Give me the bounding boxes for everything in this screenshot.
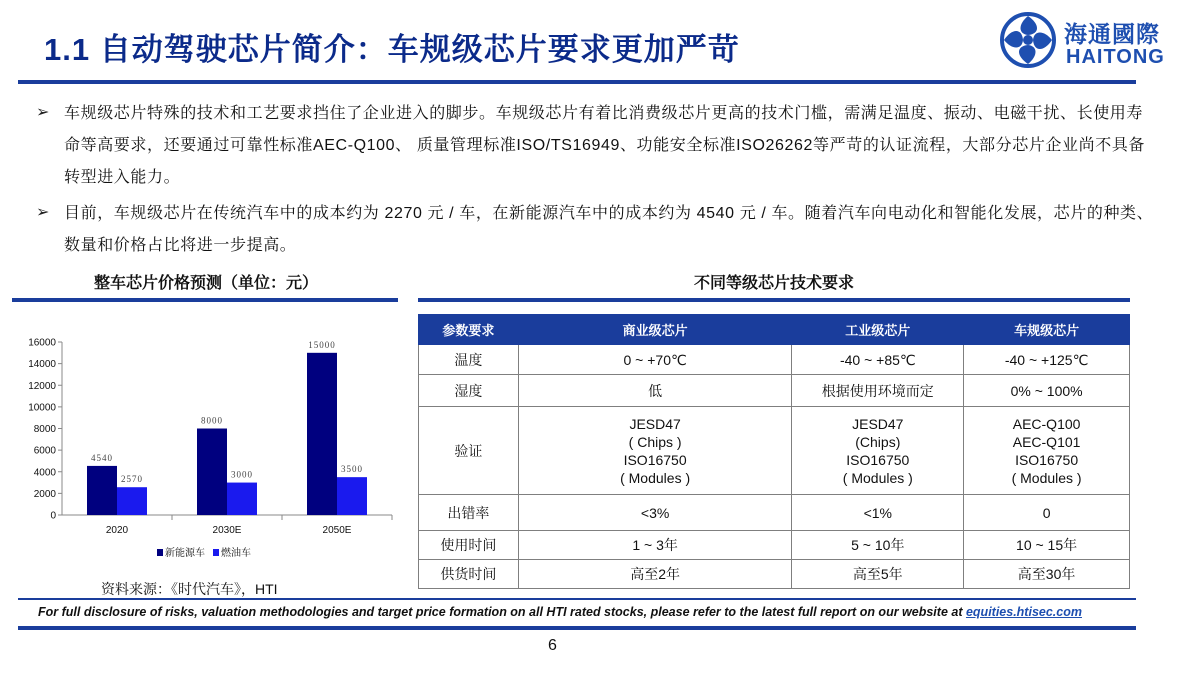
table-cell: 出错率: [419, 495, 519, 531]
header-industrial: 工业级芯片: [792, 315, 964, 345]
table-cell: 高至2年: [518, 560, 792, 589]
data-label: 3000: [231, 469, 253, 480]
table-cell: [518, 407, 792, 495]
chart-source: 资料来源：《时代汽车》，HTI: [101, 581, 278, 597]
table-row-supply: [419, 560, 1130, 589]
table-header-row: [419, 315, 1130, 345]
title-divider: [18, 80, 1136, 84]
table-cell: 0: [964, 495, 1130, 531]
x-tick-label: 2030E: [212, 525, 242, 536]
cell-line: JESD47: [629, 415, 681, 432]
cell-line: ( Chips ): [628, 433, 682, 450]
cell-line: JESD47: [852, 415, 904, 432]
table-cell: [964, 407, 1130, 495]
cell-line: AEC-Q100: [1012, 415, 1081, 432]
price-forecast-chart: [12, 306, 398, 572]
y-tick-label: 14000: [28, 359, 56, 371]
bullet-item: [36, 198, 1156, 262]
y-tick-label: 16000: [28, 337, 56, 349]
table-cell: 高至30年: [964, 560, 1130, 589]
table-row-humidity: [419, 375, 1130, 407]
legend-swatch: [157, 549, 163, 556]
bar-nev: [197, 429, 227, 516]
data-label: 8000: [201, 415, 223, 426]
table-cell: 5 ~ 10年: [792, 531, 964, 560]
chart-divider: [12, 298, 398, 302]
x-tick-label: 2050E: [322, 525, 352, 536]
bullet-item: [36, 98, 1156, 194]
disclosure-divider: [18, 598, 1136, 600]
data-label: 2570: [121, 474, 143, 485]
legend-label: 燃油车: [221, 548, 251, 559]
cell-line: ISO16750: [846, 451, 910, 468]
table-cell: 验证: [419, 407, 519, 495]
table-cell: 高至5年: [792, 560, 964, 589]
legend-swatch: [213, 549, 219, 556]
bullet-text: 车规级芯片特殊的技术和工艺要求挡住了企业进入的脚步。车规级芯片有着比消费级芯片更高的技术门槛，需满足温度、振动、电磁干扰、长使用寿命等高要求，还要通过可靠性标准AEC-Q100、 质量管理标准ISO/TS16949、功能安全标准ISO26262等严苛的认证流程，大部分芯片企业尚不具备转型进入能力。: [64, 105, 1146, 186]
chart-title: 整车芯片价格预测（单位：元）: [93, 275, 318, 292]
legend-label: 新能源车: [165, 548, 205, 559]
cell-line: ISO16750: [623, 451, 687, 468]
footer-divider: [18, 626, 1136, 630]
table-cell: [792, 407, 964, 495]
table-cell: 1 ~ 3年: [518, 531, 792, 560]
y-tick-label: 8000: [33, 424, 56, 435]
haitong-logo-icon: [1000, 12, 1056, 68]
bar-nev: [307, 353, 337, 515]
table-cell: 10 ~ 15年: [964, 531, 1130, 560]
header-parameter: 参数要求: [419, 315, 519, 345]
table-row-error-rate: [419, 495, 1130, 531]
y-tick-label: 12000: [28, 380, 56, 392]
cell-line: ISO16750: [1015, 451, 1079, 468]
table-cell: 0 ~ +70℃: [518, 345, 792, 375]
cell-line: ( Modules ): [620, 469, 691, 486]
table-cell: 温度: [419, 345, 519, 375]
y-tick-label: 2000: [33, 488, 56, 500]
website-link[interactable]: equities.htisec.com: [965, 605, 1082, 619]
y-tick-label: 0: [50, 510, 56, 522]
cell-line: (Chips): [855, 433, 901, 450]
cell-line: AEC-Q101: [1012, 433, 1081, 450]
bullet-list: [36, 98, 1156, 266]
table-title: 不同等级芯片技术要求: [693, 275, 854, 292]
y-tick-label: 6000: [33, 445, 56, 457]
page-title: 1.1 自动驾驶芯片简介：车规级芯片要求更加严苛: [44, 32, 740, 67]
y-tick-label: 4000: [33, 467, 56, 479]
table-row-verification: [419, 407, 1130, 495]
table-cell: 0% ~ 100%: [964, 375, 1130, 407]
table-cell: 湿度: [419, 375, 519, 407]
cell-line: ( Modules ): [842, 469, 913, 486]
table-cell: <3%: [518, 495, 792, 531]
bar-fuel: [337, 477, 367, 515]
chip-spec-table: [418, 314, 1130, 589]
bar-fuel: [117, 487, 147, 515]
table-row-lifetime: [419, 531, 1130, 560]
data-label: 4540: [91, 452, 113, 463]
bullet-arrow-icon: ➢: [36, 104, 50, 121]
table-cell: 使用时间: [419, 531, 519, 560]
bullet-text: 目前，车规级芯片在传统汽车中的成本约为 2270 元 / 车，在新能源汽车中的成本约为 4540 元 / 车。随着汽车向电动化和智能化发展，芯片的种类、数量和价格占比将进一步提高。: [64, 205, 1154, 254]
logo-text-english: HAITONG: [1066, 46, 1165, 68]
page-number: 6: [548, 637, 557, 654]
bar-nev: [87, 466, 117, 515]
table-divider: [418, 298, 1130, 302]
bar-fuel: [227, 483, 257, 515]
y-tick-label: 10000: [28, 402, 56, 414]
header-commercial: 商业级芯片: [518, 315, 792, 345]
cell-line: ( Modules ): [1011, 469, 1082, 486]
table-row-temperature: [419, 345, 1130, 375]
table-cell: 根据使用环境而定: [792, 375, 964, 407]
x-tick-label: 2020: [105, 525, 129, 536]
table-cell: <1%: [792, 495, 964, 531]
company-logo: [1000, 10, 1190, 70]
table-cell: -40 ~ +85℃: [792, 345, 964, 375]
data-label: 3500: [341, 464, 363, 475]
table-cell: 供货时间: [419, 560, 519, 589]
table-cell: -40 ~ +125℃: [964, 345, 1130, 375]
table-cell: 低: [518, 375, 792, 407]
disclosure-body: For full disclosure of risks, valuation methodologies and target price formation on all HTI rated stocks, please refer to the latest full report on our website at: [38, 605, 966, 619]
header-automotive: 车规级芯片: [964, 315, 1130, 345]
data-label: 15000: [308, 339, 336, 350]
bullet-arrow-icon: ➢: [36, 204, 50, 221]
disclosure-text: [38, 605, 1082, 619]
logo-text-chinese: 海通國際: [1064, 21, 1160, 47]
